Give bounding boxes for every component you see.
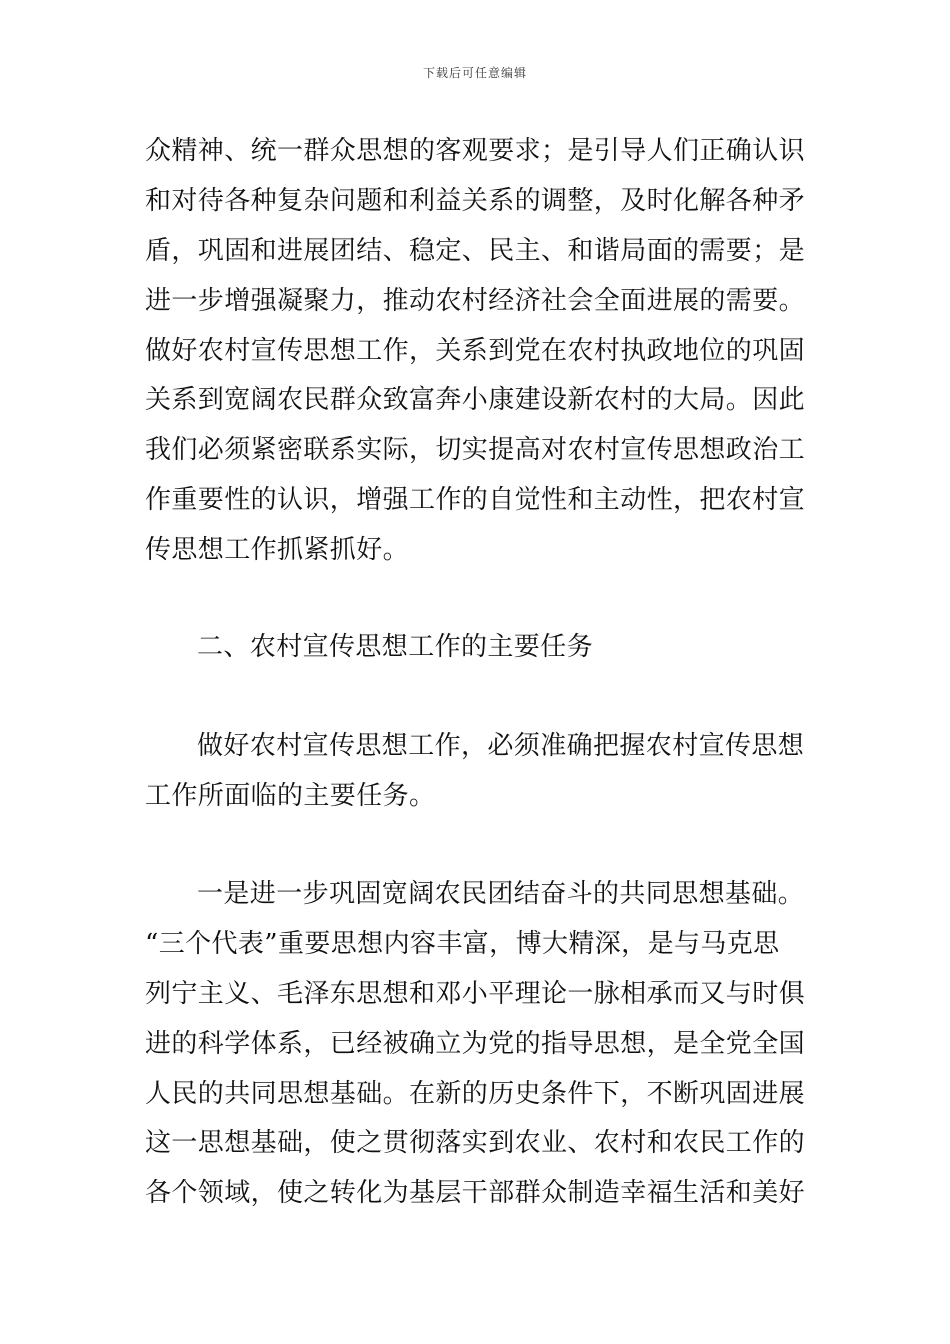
section-heading: 二、农村宣传思想工作的主要任务 — [197, 632, 594, 662]
text-line: 做好农村宣传思想工作，必须准确把握农村宣传思想 — [197, 731, 805, 761]
text-line: 各个领域，使之转化为基层干部群众制造幸福生活和美好 — [145, 1178, 806, 1208]
text-line: 和对待各种复杂问题和利益关系的调整，及时化解各种矛 — [145, 186, 806, 216]
text-line: 关系到宽阔农民群众致富奔小康建设新农村的大局。因此 — [145, 385, 806, 415]
text-line: 工作所面临的主要任务。 — [145, 781, 436, 811]
text-line: 众精神、统一群众思想的客观要求；是引导人们正确认识 — [145, 136, 806, 166]
text-line: 做好农村宣传思想工作，关系到党在农村执政地位的巩固 — [145, 336, 806, 366]
text-line: 一是进一步巩固宽阔农民团结奋斗的共同思想基础。 — [197, 879, 805, 909]
text-line: “三个代表”重要思想内容丰富，博大精深，是与马克思 — [145, 929, 780, 959]
text-line: 盾，巩固和进展团结、稳定、民主、和谐局面的需要；是 — [145, 236, 806, 266]
text-line: 作重要性的认识，增强工作的自觉性和主动性，把农村宣 — [145, 485, 806, 515]
text-line: 列宁主义、毛泽东思想和邓小平理论一脉相承而又与时俱 — [145, 979, 806, 1009]
text-line: 我们必须紧密联系实际，切实提高对农村宣传思想政治工 — [145, 435, 806, 465]
text-line: 传思想工作抓紧抓好。 — [145, 535, 410, 565]
text-line: 这一思想基础，使之贯彻落实到农业、农村和农民工作的 — [145, 1128, 806, 1158]
page-header: 下载后可任意编辑 — [422, 66, 527, 80]
text-line: 人民的共同思想基础。在新的历史条件下，不断巩固进展 — [145, 1079, 806, 1109]
text-line: 进的科学体系，已经被确立为党的指导思想，是全党全国 — [145, 1029, 806, 1059]
text-line: 进一步增强凝聚力，推动农村经济社会全面进展的需要。 — [145, 286, 806, 316]
